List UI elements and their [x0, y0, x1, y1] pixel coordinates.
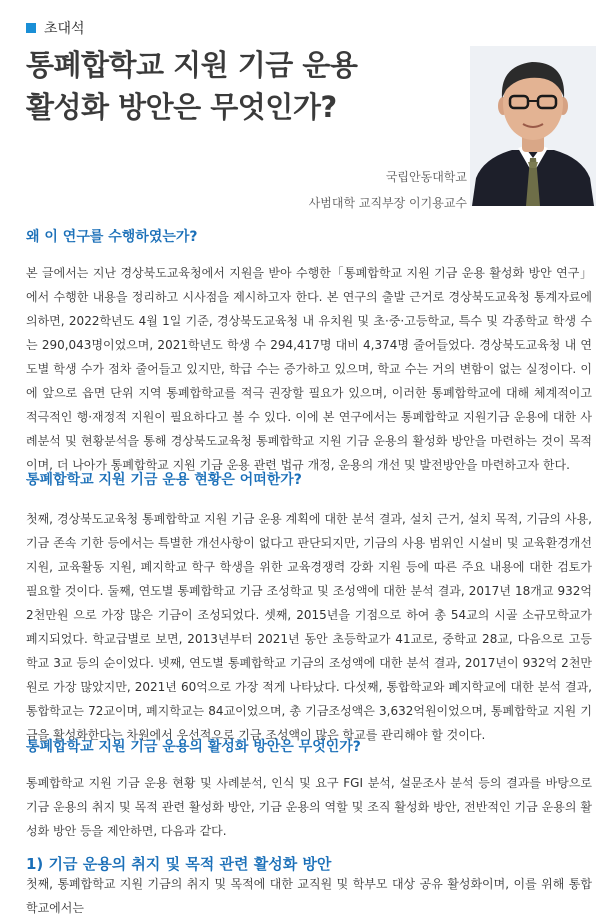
section-tag [26, 18, 85, 38]
section-body-1: 본 글에서는 지난 경상북도교육청에서 지원을 받아 수행한「통폐합학교 지원 기금 운용 활성화 방안 연구」에서 수행한 내용을 정리하고 시사점을 제시하고자 한다. 본 연구의 출발 근거로 경상북도교육청 통계자료에 의하면, 2022학년도 4월 1일 기준, 경상북도교육청 내 유치원 및 초·중·고등학교, 특수 및 각종학교 학생 수는 290,043명이었으며, 2021학년도 학생 수 294,417명 대비 4,374명 줄어들었다. 경상북도교육청 내 연도별 학생 수가 점차 줄어들고 있지만, 학급 수는 증가하고 있으며, 학교 수는 거의 변함이 없는 실정이다. 이에 앞으로 읍면 단위 지역 통폐합학교를 적극 권장할 필요가 있으며, 이러한 통폐합학교에 대해 체계적이고 적극적인 행·재정적 지원이 필요하다고 볼 수 있다. 이에 본 연구에서는 통폐합학교 지원기금 운용에 대한 사례분석 및 현황분석을 통해 경상북도교육청 통폐합학교 지원 기금 운용의 활성화 방안을 마련하는 것이 목적이며, 더 나아가 통폐합학교 지원 기금 운용 관련 법규 개정, 운용의 개선 및 발전방안을 마련하고자 한다. [26, 266, 592, 472]
section-body-3: 통폐합학교 지원 기금 운용 현황 및 사례분석, 인식 및 요구 FGI 분석, 설문조사 분석 등의 결과를 바탕으로 기금 운용의 취지 및 목적 관련 활성화 방안, 기금 운용의 역할 및 조직 활성화 방안, 전반적인 기금 운용의 활성화 방안 등을 제안하면, 다음과 같다. [26, 776, 592, 838]
title-line-2: 활성화 방안은 무엇인가? [26, 90, 337, 124]
section-body-2: 첫째, 경상북도교육청 통폐합학교 지원 기금 운용 계획에 대한 분석 결과, 설치 근거, 설치 목적, 기금의 사용, 기금 존속 기한 등에서는 특별한 개선사항이 없다고 판단되지만, 기금의 사용 범위인 시설비 및 교육환경개선 지원, 교육활동 지원, 폐지학교 학구 학생을 위한 교육경쟁력 강화 지원 등에 따른 주요 내용에 대한 검토가 필요할 것이다. 둘째, 연도별 통폐합학교 기금 조성학교 및 조성액에 대한 분석 결과, 2017년 18개교 932억 2천만원 으로 가장 많은 기금이 조성되었다. 셋째, 2015년을 기점으로 하여 총 54교의 시골 소규모학교가 폐지되었다. 학교급별로 보면, 2013년부터 2021년 동안 초등학교가 41교로, 중학교 28교, 다음으로 고등학교 3교 등의 순이었다. 넷째, 연도별 통폐합학교 기금의 조성액에 대한 분석 결과, 2017년이 932억 2천만원로 가장 많았지만, 2021년 60억으로 가장 적게 나타났다. 다섯째, 통합학교와 폐지학교에 대한 분석 결과, 통합학교는 72교이며, 폐지학교는 84교이었으며, 총 기금조성액은 3,632억원이었으며, 통폐합학교 지원 기금을 활성화한다는 차원에서 우선적으로 기금 조성액이 많은 학교를 관리해야 할 것이다. [26, 512, 592, 742]
author-portrait-illustration [470, 46, 596, 206]
subsection-body: 첫째, 통폐합학교 지원 기금의 취지 및 목적에 대한 교직원 및 학부모 대상 공유 활성화이며, 이를 위해 통합학교에서는 [26, 877, 592, 915]
section-heading-2: 통폐합학교 지원 기금 운용 현황은 어떠한가? [26, 472, 302, 488]
section-heading-3: 통폐합학교 지원 기금 운용의 활성화 방안은 무엇인가? [26, 739, 361, 755]
subsection-heading: 1) 기금 운용의 취지 및 목적 관련 활성화 방안 [26, 855, 332, 873]
author-position: 사범대학 교직부장 이기용교수 [308, 196, 467, 210]
author-affiliation: 국립안동대학교 [385, 170, 467, 184]
author-photo [470, 46, 596, 206]
title-line-1: 통폐합학교 지원 기금 운용 [26, 48, 358, 82]
section-marker-icon [26, 23, 36, 33]
section-label: 초대석 [44, 21, 85, 37]
section-heading-1: 왜 이 연구를 수행하였는가? [26, 229, 198, 245]
author-info [309, 164, 467, 216]
article-title [26, 44, 466, 128]
